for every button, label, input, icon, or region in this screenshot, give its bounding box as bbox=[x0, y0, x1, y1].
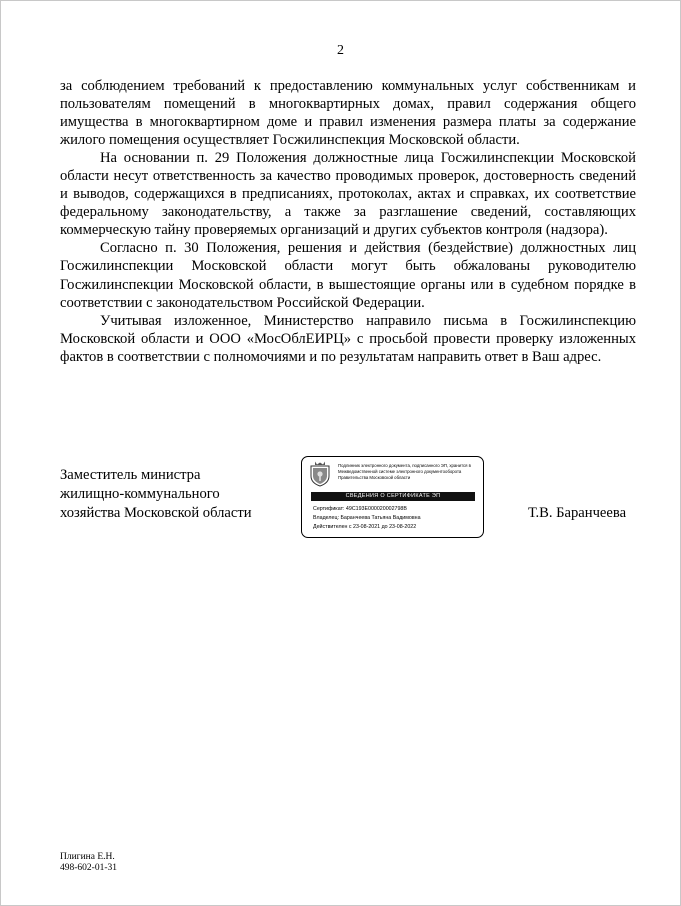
executor-phone: 498-602-01-31 bbox=[60, 863, 117, 873]
signer-title-line: хозяйства Московской области bbox=[60, 505, 252, 521]
signer-title-line: жилищно-коммунального bbox=[60, 486, 220, 502]
page-number: 2 bbox=[337, 43, 344, 58]
paragraph: за соблюдением требований к предоставлению коммунальных услуг собственникам и пользователям помещений в многоквартирных домах, правил содержания общего имущества в многоквартирном доме и правил изменения размера платы за содержание жилого помещения осуществляет Госжилинспекция Московской области. bbox=[60, 78, 636, 149]
signer-title-line: Заместитель министра bbox=[60, 467, 201, 483]
paragraph: Согласно п. 30 Положения, решения и действия (бездействие) должностных лиц Госжилинспекции Московской области могут быть обжалованы руководителю Госжилинспекции Московской области, в вышестоящие органы или в судебном порядке в соответствии с законодательством Российской Федерации. bbox=[60, 240, 636, 311]
paragraph: На основании п. 29 Положения должностные лица Госжилинспекции Московской области несут ответственность за качество проводимых проверок, достоверность сведений и выводов, содержащихся в предписаниях, протоколах, актах и справках, их соответствие федеральному законодательству, а также за разглашение сведений, составляющих коммерческую тайну проверяемых организаций и других субъектов контроля (надзора). bbox=[60, 150, 636, 239]
certificate-number: Сертификат: 49C193E000020002798B bbox=[313, 506, 407, 512]
electronic-signature-stamp bbox=[301, 456, 484, 538]
coat-of-arms-icon bbox=[309, 461, 331, 487]
signer-name: Т.В. Баранчеева bbox=[528, 505, 627, 521]
stamp-caption: Подлинник электронного документа, подписанного ЭП, хранится в Межведомственной системе электронного документооборота Правительства Московской области bbox=[338, 463, 471, 480]
executor-name: Плигина Е.Н. bbox=[60, 852, 115, 862]
paragraph: Учитывая изложенное, Министерство направило письма в Госжилинспекцию Московской области и ООО «МосОблЕИРЦ» с просьбой провести проверку изложенных фактов в соответствии с полномочиями и по результатам направить ответ в Ваш адрес. bbox=[60, 312, 636, 365]
certificate-validity: Действителен с 23-08-2021 до 23-08-2022 bbox=[313, 524, 417, 530]
executor-info bbox=[60, 852, 117, 874]
letter-body bbox=[60, 77, 636, 366]
certificate-owner: Владелец: Баранчеева Татьяна Вадимовна bbox=[313, 515, 421, 521]
stamp-header: СВЕДЕНИЯ О СЕРТИФИКАТЕ ЭП bbox=[311, 492, 475, 501]
signer-title bbox=[60, 466, 252, 523]
